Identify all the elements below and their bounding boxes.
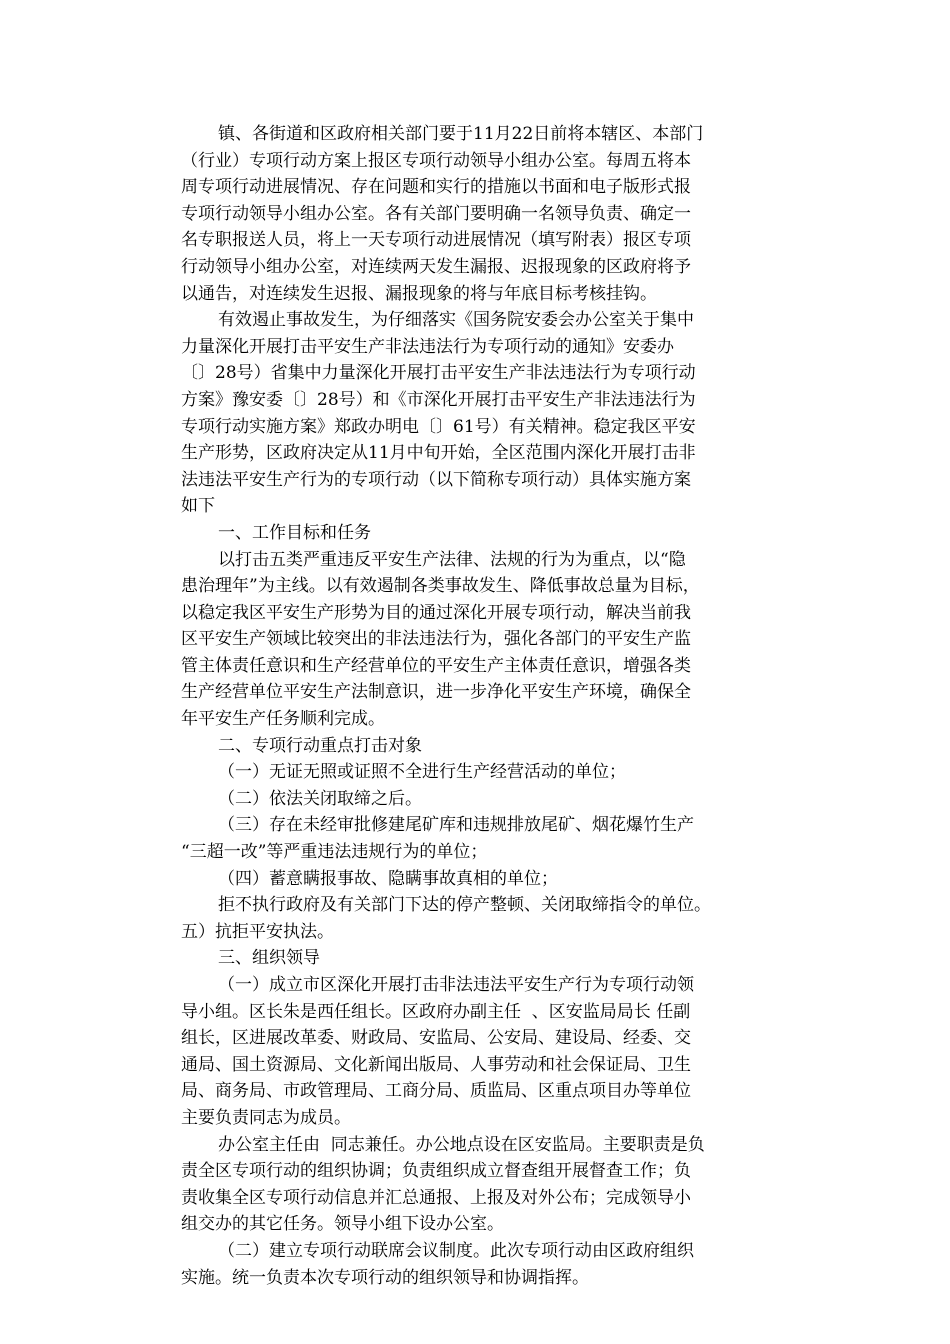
text-line: 责全区专项行动的组织协调；负责组织成立督查组开展督查工作；负	[181, 1161, 691, 1182]
text-line: 组交办的其它任务。领导小组下设办公室。	[181, 1214, 504, 1235]
text-line: 周专项行动进展情况、存在问题和实行的措施以书面和电子版形式报	[181, 177, 691, 198]
text-line: 三、组织领导	[218, 948, 320, 969]
text-line: 区平安生产领域比较突出的非法违法行为，强化各部门的平安生产监	[181, 629, 691, 650]
text-line: （四）蓄意瞒报事故、隐瞒事故真相的单位；	[218, 868, 558, 889]
document-page	[181, 121, 771, 1291]
text-line: 二、专项行动重点打击对象	[218, 735, 422, 756]
text-line: 组长，区进展改革委、财政局、安监局、公安局、建设局、经委、交	[181, 1028, 691, 1049]
text-line: 实施。统一负责本次专项行动的组织领导和协调指挥。	[181, 1267, 589, 1288]
text-line: “三超一改”等严重违法违规行为的单位；	[181, 842, 488, 863]
text-line: 镇、各街道和区政府相关部门要于11月22日前将本辖区、本部门	[218, 124, 704, 144]
text-line: （三）存在未经审批修建尾矿库和违规排放尾矿、烟花爆竹生产	[218, 815, 694, 836]
text-line: （一）无证无照或证照不全进行生产经营活动的单位；	[218, 762, 626, 783]
text-line: （行业）专项行动方案上报区专项行动领导小组办公室。每周五将本	[181, 150, 691, 171]
text-line: 拒不执行政府及有关部门下达的停产整顿、关闭取缔指令的单位。	[218, 895, 711, 916]
text-line: 责收集全区专项行动信息并汇总通报、上报及对外公布；完成领导小	[181, 1187, 691, 1208]
text-line: 法违法平安生产行为的专项行动（以下简称专项行动）具体实施方案	[181, 469, 691, 490]
text-line: 方案》豫安委〔〕28号）和《市深化开展打击平安生产非法违法行为	[181, 389, 696, 410]
text-line: 办公室主任由 同志兼任。办公地点设在区安监局。主要职责是负	[218, 1134, 705, 1155]
text-line: 患治理年”为主线。以有效遏制各类事故发生、降低事故总量为目标，	[181, 576, 700, 597]
text-line: 通局、国土资源局、文化新闻出版局、人事劳动和社会保证局、卫生	[181, 1054, 691, 1075]
text-line: 专项行动实施方案》郑政办明电〔〕61号）有关精神。稳定我区平安	[181, 416, 696, 437]
text-line: 以打击五类严重违反平安生产法律、法规的行为为重点，以“隐	[218, 549, 686, 570]
text-line: 导小组。区长朱是西任组长。区政府办副主任 、区安监局局长 任副	[181, 1001, 691, 1022]
text-line: 如下	[181, 496, 215, 517]
text-line: 一、工作目标和任务	[218, 522, 371, 543]
text-line: 力量深化开展打击平安生产非法违法行为专项行动的通知》安委办	[181, 336, 674, 357]
text-line: 专项行动领导小组办公室。各有关部门要明确一名领导负责、确定一	[181, 203, 691, 224]
text-line: （二）建立专项行动联席会议制度。此次专项行动由区政府组织	[218, 1240, 694, 1261]
text-line: 生产形势，区政府决定从11月中旬开始，全区范围内深化开展打击非	[181, 443, 696, 464]
text-line: 生产经营单位平安生产法制意识，进一步净化平安生产环境，确保全	[181, 682, 691, 703]
text-line: 名专职报送人员，将上一天专项行动进展情况（填写附表）报区专项	[181, 230, 691, 251]
text-line: 主要负责同志为成员。	[181, 1107, 351, 1128]
text-line: （二）依法关闭取缔之后。	[218, 788, 422, 809]
text-line: 行动领导小组办公室，对连续两天发生漏报、迟报现象的区政府将予	[181, 256, 691, 277]
text-line: 五）抗拒平安执法。	[181, 921, 334, 942]
text-line: 局、商务局、市政管理局、工商分局、质监局、区重点项目办等单位	[181, 1081, 691, 1102]
text-line: 有效遏止事故发生，为仔细落实《国务院安委会办公室关于集中	[218, 310, 694, 331]
text-line: 年平安生产任务顺利完成。	[181, 709, 385, 730]
text-line: 管主体责任意识和生产经营单位的平安生产主体责任意识，增强各类	[181, 655, 691, 676]
text-line: （一）成立市区深化开展打击非法违法平安生产行为专项行动领	[218, 975, 694, 995]
text-line: 以通告，对连续发生迟报、漏报现象的将与年底目标考核挂钩。	[181, 283, 657, 304]
text-line: 以稳定我区平安生产形势为目的通过深化开展专项行动，解决当前我	[181, 602, 691, 623]
text-line: 〔〕28号）省集中力量深化开展打击平安生产非法违法行为专项行动	[181, 363, 696, 384]
